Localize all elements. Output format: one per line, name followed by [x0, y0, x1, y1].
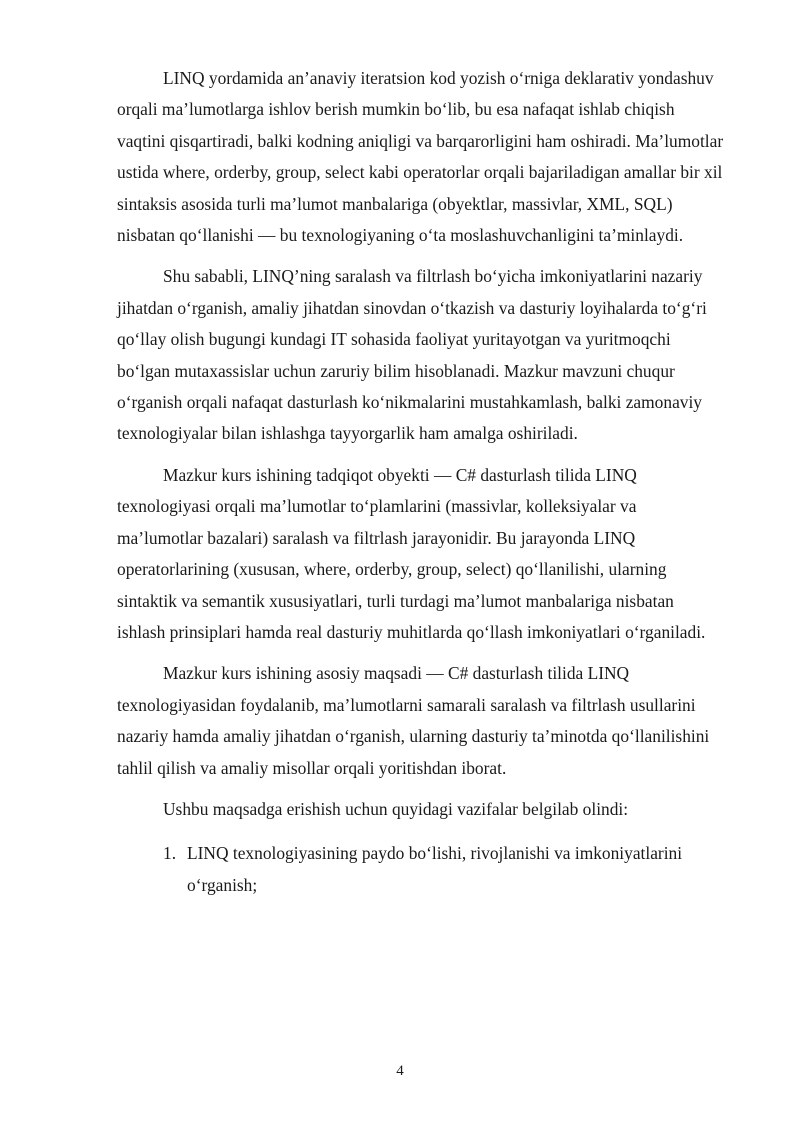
- paragraph-linq-importance: Shu sababli, LINQ’ning saralash va filtrlash bo‘yicha imkoniyatlarini nazariy jihatdan o‘rganish, amaliy jihatdan sinovdan o‘tkazish va dasturiy loyihalarda to‘g‘ri qo‘llay olish bugungi kundagi IT sohasida faoliyat yuritayotgan va yuritmoqchi bo‘lgan mutaxassislar uchun zaruriy bilim hisoblanadi. Mazkur mavzuni chuqur o‘rganish orqali nafaqat dasturlash ko‘nikmalarini mustahkamlash, balki zamonaviy texnologiyalar bilan ishlashga tayyorgarlik ham amalga oshiriladi.: [117, 266, 707, 444]
- paragraph-research-object: Mazkur kurs ishining tadqiqot obyekti — C# dasturlash tilida LINQ texnologiyasi orqali ma’lumotlar to‘plamlarini (massivlar, kolleksiyalar va ma’lumotlar bazalari) saralash va filtrlash jarayonidir. Bu jarayonda LINQ operatorlarining (xususan, where, orderby, group, select) qo‘llanilishi, ularning sintaktik va semantik xususiyatlari, turli turdagi ma’lumot manbalariga nisbatan ishlash prinsiplari hamda real dasturiy muhitlarda qo‘llash imkoniyatlari o‘rganiladi.: [117, 464, 706, 642]
- document-body: [117, 63, 725, 901]
- paragraph-main-goal: Mazkur kurs ishining asosiy maqsadi — C# dasturlash tilida LINQ texnologiyasidan foydalanib, ma’lumotlarni samarali saralash va filtrlash usullarini nazariy hamda amaliy jihatdan o‘rganish, ularning dasturiy ta’minotda qo‘llanilishini tahlil qilish va amaliy misollar orqali yoritishdan iborat.: [117, 663, 710, 778]
- list-item: [117, 838, 725, 901]
- list-item-number: 1.: [163, 843, 177, 864]
- paragraph-tasks-intro: Ushbu maqsadga erishish uchun quyidagi vazifalar belgilab olindi:: [163, 798, 629, 819]
- list-item-text: LINQ texnologiyasining paydo bo‘lishi, rivojlanishi va imkoniyatlarini o‘rganish;: [187, 843, 683, 895]
- page-number: 4: [396, 1063, 404, 1079]
- paragraph-linq-declarative: LINQ yordamida an’anaviy iteratsion kod yozish o‘rniga deklarativ yondashuv orqali ma’lumotlarga ishlov berish mumkin bo‘lib, bu esa nafaqat ishlab chiqish vaqtini qisqartiradi, balki kodning aniqligi va barqarorligini ham oshiradi. Ma’lumotlar ustida where, orderby, group, select kabi operatorlar orqali bajariladigan amallar bir xil sintaksis asosida turli ma’lumot manbalariga (obyektlar, massivlar, XML, SQL) nisbatan qo‘llanishi — bu texnologiyaning o‘ta moslashuvchanligini ta’minlaydi.: [117, 68, 724, 246]
